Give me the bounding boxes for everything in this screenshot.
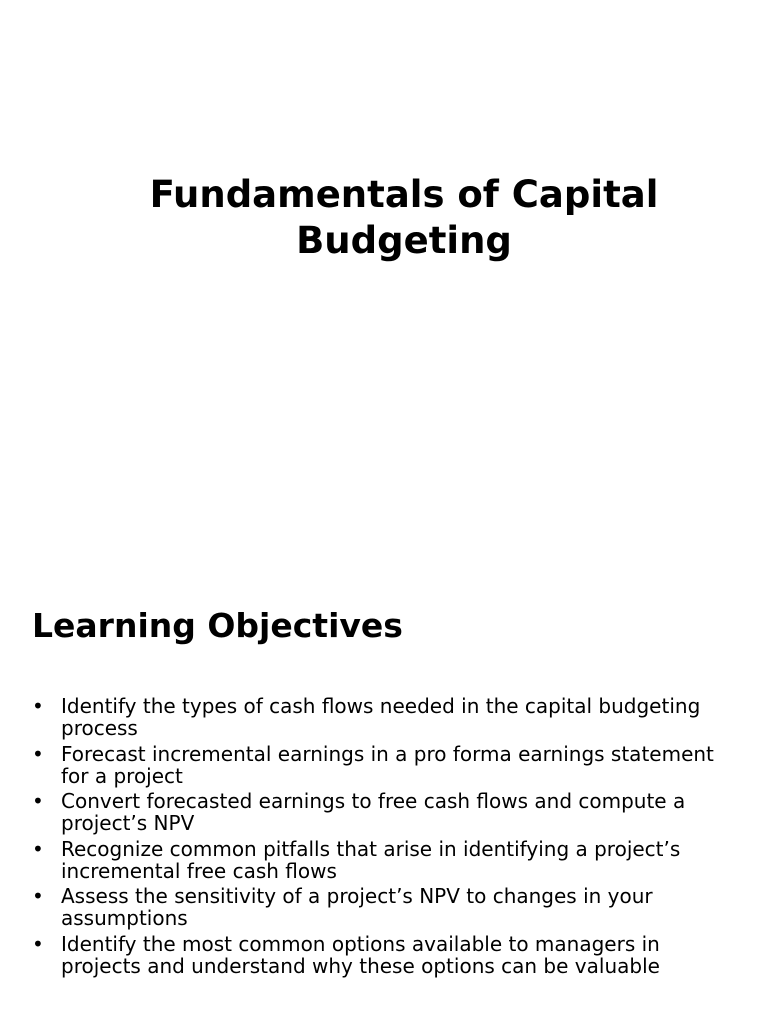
bullet-icon: • [32,931,44,956]
bullet-icon: • [32,741,44,766]
page-title: Fundamentals of Capital Budgeting [149,173,659,262]
list-item [32,885,742,929]
list-item [32,838,742,882]
bullet-icon: • [32,884,44,908]
list-item [32,695,742,739]
bullet-icon: • [32,789,44,813]
objective-text: Forecast incremental earnings in a pro forma earnings statement for a project [61,741,714,788]
objective-text: Identify the most common options available to managers in projects and understand why these options can be valuable [61,931,660,978]
objective-text: Assess the sensitivity of a project’s NPV to changes in your assumptions [61,884,653,930]
objective-text: Identify the types of cash flows needed in the capital budgeting process [61,694,701,740]
list-item [32,743,742,787]
bullet-icon: • [32,836,44,861]
objective-text: Convert forecasted earnings to free cash flows and compute a project’s NPV [61,789,686,835]
learning-objectives-heading: Learning Objectives [32,606,403,645]
objective-text: Recognize common pitfalls that arise in identifying a project’s incremental free cash flows [61,836,681,883]
bullet-icon: • [32,694,44,718]
objectives-list [32,695,742,980]
list-item [32,790,742,834]
list-item [32,933,742,977]
